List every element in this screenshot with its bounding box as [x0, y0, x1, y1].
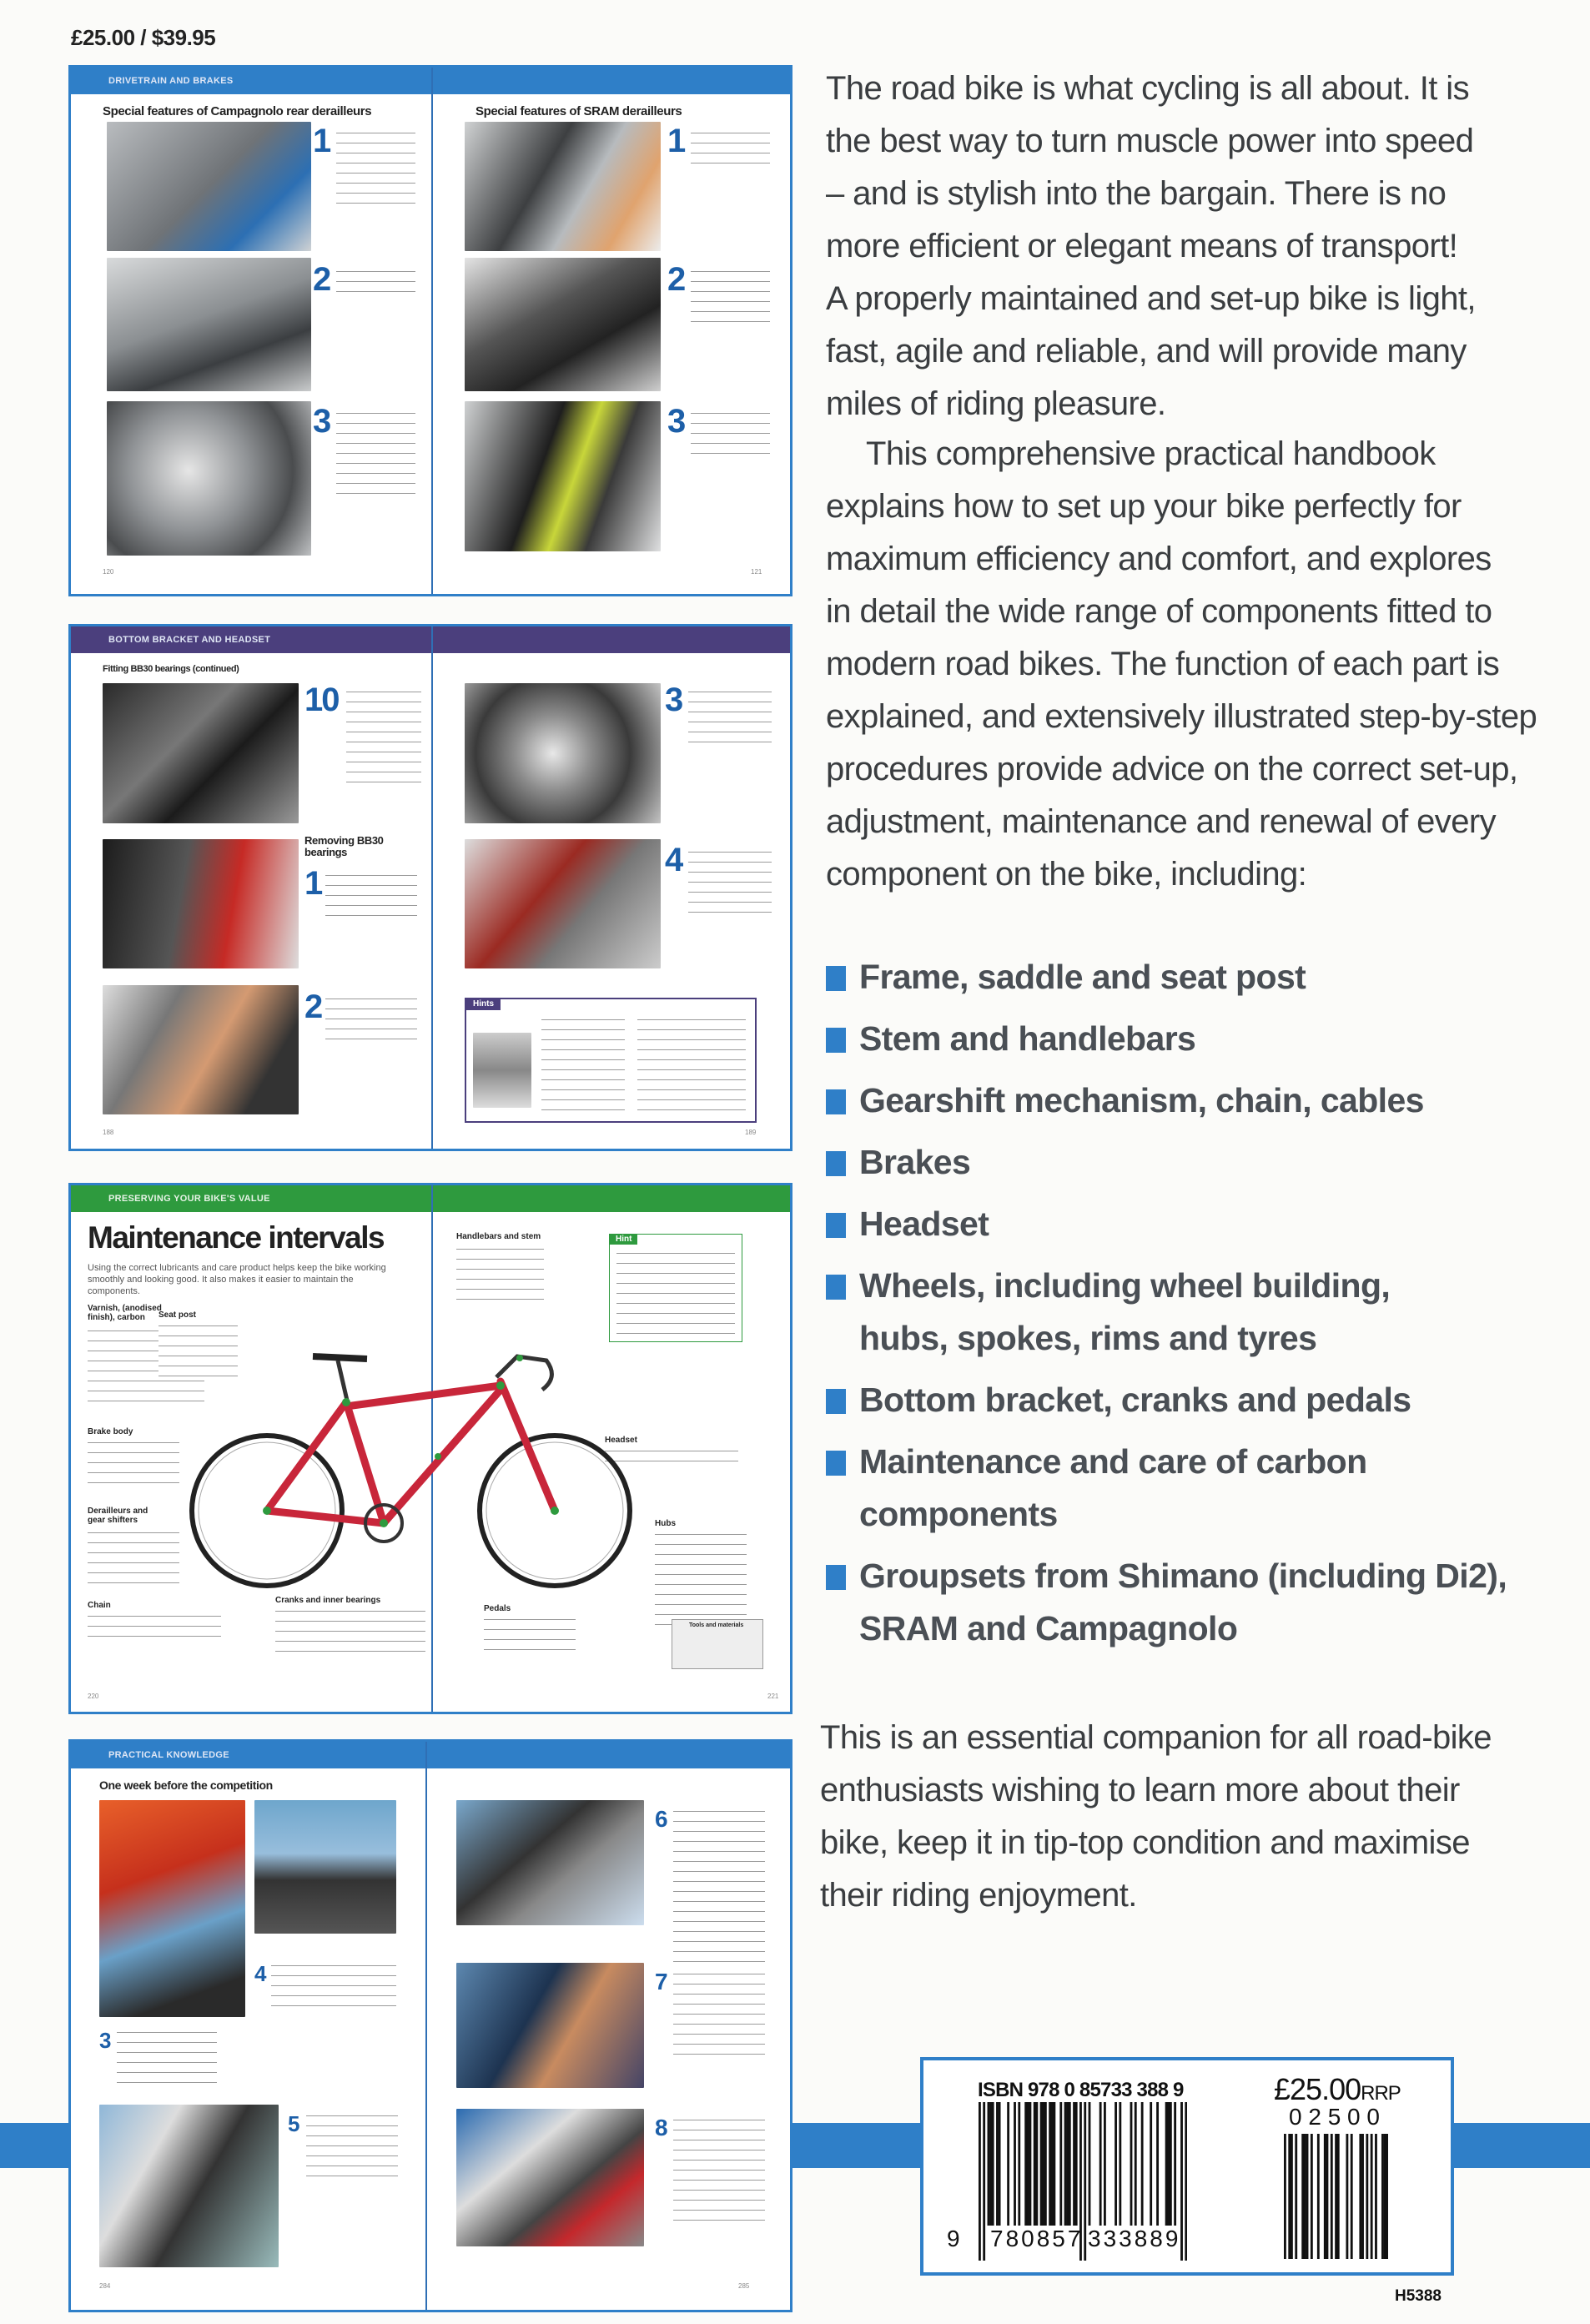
- photo-bike-check: [99, 1800, 245, 2017]
- page-heading: Fitting BB30 bearings (continued): [103, 664, 239, 674]
- barcode-bar: [1064, 2102, 1067, 2226]
- page-heading: Special features of Campagnolo rear derailleurs: [103, 104, 372, 118]
- step-number: 8: [655, 2115, 667, 2140]
- step-text: [325, 870, 417, 920]
- blurb-line: explains how to set up your bike perfectly for: [826, 488, 1462, 525]
- barcode-bar: [1042, 2102, 1044, 2226]
- hint-label: Hint: [610, 1234, 637, 1245]
- component-list-item: [826, 1136, 970, 1189]
- barcode-bar: [1018, 2102, 1020, 2226]
- barcode-bar: [1165, 2102, 1168, 2226]
- hint-text: [637, 1014, 746, 1114]
- label-text: [88, 1527, 179, 1587]
- subheading: Removing BB30 bearings: [304, 834, 384, 858]
- component-list-text: Frame, saddle and seat post: [859, 958, 1306, 996]
- blurb-line: The road bike is what cycling is all about. It is: [826, 70, 1469, 107]
- blurb-line: fast, agile and reliable, and will provide many: [826, 333, 1467, 370]
- barcode-bar: [1084, 2102, 1086, 2261]
- step-number: 10: [304, 682, 339, 718]
- barcode-bar: [1044, 2102, 1047, 2226]
- section-header: PRACTICAL KNOWLEDGE: [71, 1742, 790, 1768]
- photo-sram: [465, 401, 661, 551]
- blurb-paragraph-3: [820, 1712, 1492, 1922]
- barcode-bar: [1359, 2134, 1361, 2259]
- rrp-label: RRP: [1361, 2082, 1401, 2105]
- step-text: [336, 128, 415, 208]
- barcode-bar: [1284, 2134, 1286, 2259]
- step-text: [688, 847, 772, 917]
- barcode-bar: [1180, 2102, 1183, 2261]
- step-text: [691, 266, 770, 326]
- blurb-line: enthusiasts wishing to learn more about their: [820, 1772, 1460, 1808]
- ean-digit: 9: [947, 2226, 960, 2251]
- barcode-bar: [1375, 2134, 1377, 2259]
- step-text: [336, 266, 415, 296]
- barcode-bar: [1326, 2134, 1329, 2259]
- step-number: 2: [313, 261, 330, 298]
- page-gutter: [431, 626, 433, 1149]
- component-list-item: [826, 1436, 1367, 1541]
- blurb-line: modern road bikes. The function of each part is: [826, 646, 1500, 682]
- step-number: 1: [667, 123, 685, 159]
- blurb-line: explained, and extensively illustrated step-by-step: [826, 698, 1537, 735]
- barcode-bar: [1170, 2102, 1172, 2226]
- page-heading: One week before the competition: [99, 1778, 273, 1792]
- barcode-bar: [1104, 2102, 1106, 2226]
- component-list-text: Maintenance and care of carbon: [859, 1442, 1367, 1481]
- rrp-price: [1274, 2072, 1401, 2107]
- barcode-bar: [1317, 2134, 1320, 2259]
- blurb-line: – and is stylish into the bargain. There is no: [826, 175, 1447, 212]
- photo-sram: [465, 258, 661, 391]
- barcode-bar: [996, 2102, 999, 2226]
- page-number: 285: [738, 2282, 750, 2290]
- bullet-square-icon: [826, 1565, 846, 1590]
- bullet-square-icon: [826, 1151, 846, 1176]
- step-number: 4: [254, 1961, 265, 1986]
- blurb-line: component on the bike, including:: [826, 856, 1307, 893]
- spread-drivetrain: [68, 65, 792, 596]
- bullet-square-icon: [826, 1389, 846, 1414]
- step-number: 3: [667, 403, 685, 440]
- blurb-line: This comprehensive practical handbook: [866, 435, 1436, 472]
- bicycle-illustration: [188, 1310, 638, 1602]
- step-text: [336, 408, 415, 500]
- blurb-line: adjustment, maintenance and renewal of every: [826, 803, 1496, 840]
- barcode-bar: [1073, 2102, 1075, 2226]
- page-number: 188: [103, 1129, 114, 1136]
- component-list-item: [826, 1074, 1424, 1127]
- section-header: BOTTOM BRACKET AND HEADSET: [71, 626, 790, 653]
- photo-bearing: [473, 1033, 531, 1108]
- barcode-bar: [1135, 2102, 1137, 2226]
- barcode-bar: [1346, 2134, 1348, 2259]
- label-derailleurs: Derailleurs and gear shifters: [88, 1507, 148, 1525]
- step-number: 4: [665, 842, 682, 878]
- barcode-bar: [989, 2102, 992, 2226]
- barcode-bar: [1099, 2102, 1102, 2226]
- photo-bb30: [103, 683, 299, 823]
- step-number: 2: [667, 261, 685, 298]
- barcode-bar: [1059, 2102, 1062, 2226]
- barcode-bar: [1035, 2102, 1038, 2226]
- component-list-text: Stem and handlebars: [859, 1019, 1196, 1058]
- barcode-bar: [1029, 2102, 1032, 2226]
- barcode-bar: [1027, 2102, 1029, 2226]
- barcode-bar: [1014, 2102, 1016, 2226]
- photo-rider: [456, 1963, 644, 2088]
- hint-text: [541, 1014, 625, 1114]
- blurb-paragraph-1: [826, 63, 1476, 430]
- label-chain: Chain: [88, 1601, 111, 1610]
- section-header: PRESERVING YOUR BIKE'S VALUE: [71, 1185, 790, 1212]
- step-text: [673, 2115, 765, 2225]
- page-number: 221: [767, 1693, 779, 1700]
- blurb-line: bike, keep it in tip-top condition and maximise: [820, 1824, 1470, 1861]
- component-list-item: [826, 951, 1306, 1004]
- component-list-text: components: [859, 1495, 1058, 1533]
- barcode-box: [920, 2057, 1454, 2276]
- bullet-square-icon: [826, 1089, 846, 1114]
- label-text: [655, 1529, 747, 1629]
- ean-digits-right: 333889: [1088, 2226, 1181, 2251]
- barcode-bar: [1361, 2134, 1364, 2259]
- page-title: Maintenance intervals: [88, 1220, 385, 1255]
- component-list-item: [826, 1374, 1411, 1426]
- photo-bb30: [465, 839, 661, 968]
- barcode-bar: [1185, 2102, 1187, 2261]
- photo-chain: [99, 2105, 279, 2267]
- step-text: [673, 1806, 765, 1996]
- step-number: 3: [99, 2028, 110, 2053]
- step-number: 3: [665, 682, 682, 718]
- label-text: [88, 1611, 221, 1641]
- photo-derailleur: [107, 122, 311, 251]
- blurb-line: This is an essential companion for all road-bike: [820, 1719, 1492, 1756]
- page-gutter: [431, 68, 433, 594]
- photo-tyre: [254, 1800, 396, 1934]
- bullet-square-icon: [826, 1028, 846, 1053]
- photo-derailleur: [107, 401, 311, 556]
- barcode-bar: [1089, 2102, 1091, 2226]
- page-gutter: [425, 1742, 427, 2310]
- barcode-bar: [1130, 2102, 1133, 2226]
- page-number: 189: [745, 1129, 757, 1136]
- label-seat-post: Seat post: [158, 1310, 197, 1320]
- step-number: 3: [313, 403, 330, 440]
- step-number: 6: [655, 1806, 667, 1832]
- barcode-bar: [1069, 2102, 1071, 2226]
- page-number: 284: [99, 2282, 111, 2290]
- bullet-square-icon: [826, 1213, 846, 1238]
- page-number: 121: [751, 568, 762, 576]
- barcode-bar: [1049, 2102, 1051, 2226]
- barcode-bar: [983, 2102, 985, 2261]
- step-number: 1: [313, 123, 330, 159]
- photo-bb30: [103, 985, 299, 1114]
- photo-pedal: [456, 2109, 644, 2246]
- blurb-paragraph-2: [826, 428, 1537, 901]
- label-text: [456, 1244, 544, 1304]
- label-brake-body: Brake body: [88, 1427, 133, 1436]
- barcode-bar: [1007, 2102, 1009, 2226]
- cover-price: £25.00 / $39.95: [71, 25, 216, 50]
- barcode-bar: [1324, 2134, 1326, 2259]
- label-handlebars: Handlebars and stem: [456, 1232, 541, 1241]
- component-list-text: Headset: [859, 1205, 989, 1243]
- blurb-line: their riding enjoyment.: [820, 1877, 1137, 1914]
- barcode-bar: [1115, 2102, 1117, 2226]
- barcode-bar: [1034, 2102, 1036, 2226]
- label-text: [275, 1606, 425, 1656]
- tools-label: Tools and materials: [689, 1622, 744, 1628]
- label-cranks: Cranks and inner bearings: [275, 1596, 381, 1605]
- product-code: H5388: [1395, 2287, 1442, 2305]
- barcode-bar: [1075, 2102, 1078, 2226]
- barcode-bar: [1366, 2134, 1368, 2259]
- step-number: 2: [304, 988, 322, 1025]
- barcode-bar: [988, 2102, 990, 2226]
- step-text: [117, 2027, 217, 2087]
- ean-digits-left: 780857: [990, 2226, 1084, 2251]
- barcode-bar: [1371, 2134, 1373, 2259]
- label-pedals: Pedals: [484, 1604, 511, 1613]
- component-list-text: SRAM and Campagnolo: [859, 1609, 1238, 1647]
- barcode-bar: [1381, 2134, 1384, 2259]
- hints-box: [465, 998, 757, 1123]
- step-number: 7: [655, 1969, 667, 1995]
- blurb-line: procedures provide advice on the correct set-up,: [826, 751, 1518, 787]
- barcode-bar: [1304, 2134, 1306, 2259]
- barcode-bar: [1156, 2102, 1159, 2226]
- step-text: [691, 408, 770, 458]
- step-text: [325, 993, 417, 1044]
- barcode-bar: [1174, 2102, 1176, 2226]
- component-list-text: Gearshift mechanism, chain, cables: [859, 1081, 1424, 1119]
- tools-box: [672, 1619, 763, 1669]
- spread-bottom-bracket: [68, 624, 792, 1151]
- step-text: [271, 1960, 396, 2010]
- price-supplement-digits: 0 2 5 0 0: [1289, 2104, 1380, 2130]
- photo-bb30: [465, 683, 661, 823]
- barcode-bar: [1051, 2102, 1054, 2226]
- barcode-bar: [979, 2102, 981, 2261]
- barcode-bar: [1167, 2102, 1170, 2226]
- page-number: 220: [88, 1693, 99, 1700]
- barcode-bar: [1306, 2134, 1309, 2259]
- label-hubs: Hubs: [655, 1519, 676, 1528]
- section-header: DRIVETRAIN AND BRAKES: [71, 68, 790, 94]
- barcode-bar: [1301, 2134, 1304, 2259]
- component-list-item: [826, 1550, 1507, 1655]
- component-list-text: Brakes: [859, 1143, 971, 1181]
- barcode-bar: [1150, 2102, 1152, 2226]
- barcode-bar: [1141, 2102, 1144, 2226]
- barcode-bar: [1335, 2134, 1337, 2259]
- price-barcode: [1284, 2134, 1388, 2263]
- barcode-bar: [1337, 2134, 1340, 2259]
- step-number: 5: [288, 2111, 299, 2136]
- step-text: [691, 128, 770, 168]
- barcode-bar: [1386, 2134, 1388, 2259]
- spread-maintenance: [68, 1183, 792, 1714]
- barcode-bar: [1331, 2134, 1333, 2259]
- bullet-square-icon: [826, 966, 846, 991]
- component-list-item: [826, 1198, 989, 1250]
- blurb-line: miles of riding pleasure.: [826, 385, 1166, 422]
- barcode-bar: [1311, 2134, 1313, 2259]
- photo-bb30: [103, 839, 299, 968]
- barcode-bar: [1040, 2102, 1043, 2226]
- page-heading: Special features of SRAM derailleurs: [475, 104, 682, 118]
- label-varnish: Varnish, (anodised finish), carbon: [88, 1304, 162, 1322]
- label-text: [88, 1437, 179, 1487]
- component-list-item: [826, 1260, 1390, 1365]
- barcode-bar: [1288, 2134, 1291, 2259]
- barcode-bar: [1291, 2134, 1293, 2259]
- blurb-line: the best way to turn muscle power into speed: [826, 123, 1474, 159]
- blurb-line: A properly maintained and set-up bike is light,: [826, 280, 1476, 317]
- step-number: 1: [304, 865, 322, 902]
- label-headset: Headset: [605, 1436, 637, 1445]
- component-list-text: Groupsets from Shimano (including Di2),: [859, 1557, 1507, 1595]
- bullet-square-icon: [826, 1275, 846, 1300]
- wheels: [192, 1436, 630, 1586]
- barcode-bar: [1066, 2102, 1069, 2226]
- blurb-line: maximum efficiency and comfort, and explores: [826, 541, 1492, 577]
- page-number: 120: [103, 568, 114, 576]
- step-text: [688, 687, 772, 747]
- bullet-square-icon: [826, 1451, 846, 1476]
- barcode-bar: [1351, 2134, 1353, 2259]
- photo-bike: [456, 1800, 644, 1925]
- barcode-bar: [1384, 2134, 1386, 2259]
- component-list-text: Bottom bracket, cranks and pedals: [859, 1381, 1411, 1419]
- step-text: [306, 2110, 398, 2181]
- barcode-bar: [1295, 2134, 1297, 2259]
- component-list-text: hubs, spokes, rims and tyres: [859, 1319, 1317, 1357]
- label-text: [484, 1614, 576, 1654]
- blurb-line: in detail the wide range of components fitted to: [826, 593, 1492, 630]
- barcode-bar: [999, 2102, 1001, 2226]
- component-list-item: [826, 1013, 1195, 1065]
- component-list-text: Wheels, including wheel building,: [859, 1266, 1391, 1305]
- blurb-line: more efficient or elegant means of transport!: [826, 228, 1458, 264]
- step-text: [673, 1969, 765, 2059]
- barcode-bar: [1053, 2102, 1055, 2226]
- intro-text: Using the correct lubricants and care product helps keep the bike working smoothly and looking good. It also makes it easier to maintain the components.: [88, 1263, 386, 1296]
- step-text: [346, 687, 421, 787]
- price-value: £25.00: [1274, 2072, 1361, 2106]
- spread-practical-knowledge: [68, 1739, 792, 2312]
- photo-sram: [465, 122, 661, 251]
- barcode-bar: [992, 2102, 994, 2226]
- hints-label: Hints: [466, 998, 501, 1010]
- barcode-bar: [1119, 2102, 1121, 2226]
- barcode-bar: [1024, 2102, 1027, 2226]
- photo-derailleur: [107, 258, 311, 391]
- isbn-label: ISBN 978 0 85733 388 9: [978, 2079, 1184, 2101]
